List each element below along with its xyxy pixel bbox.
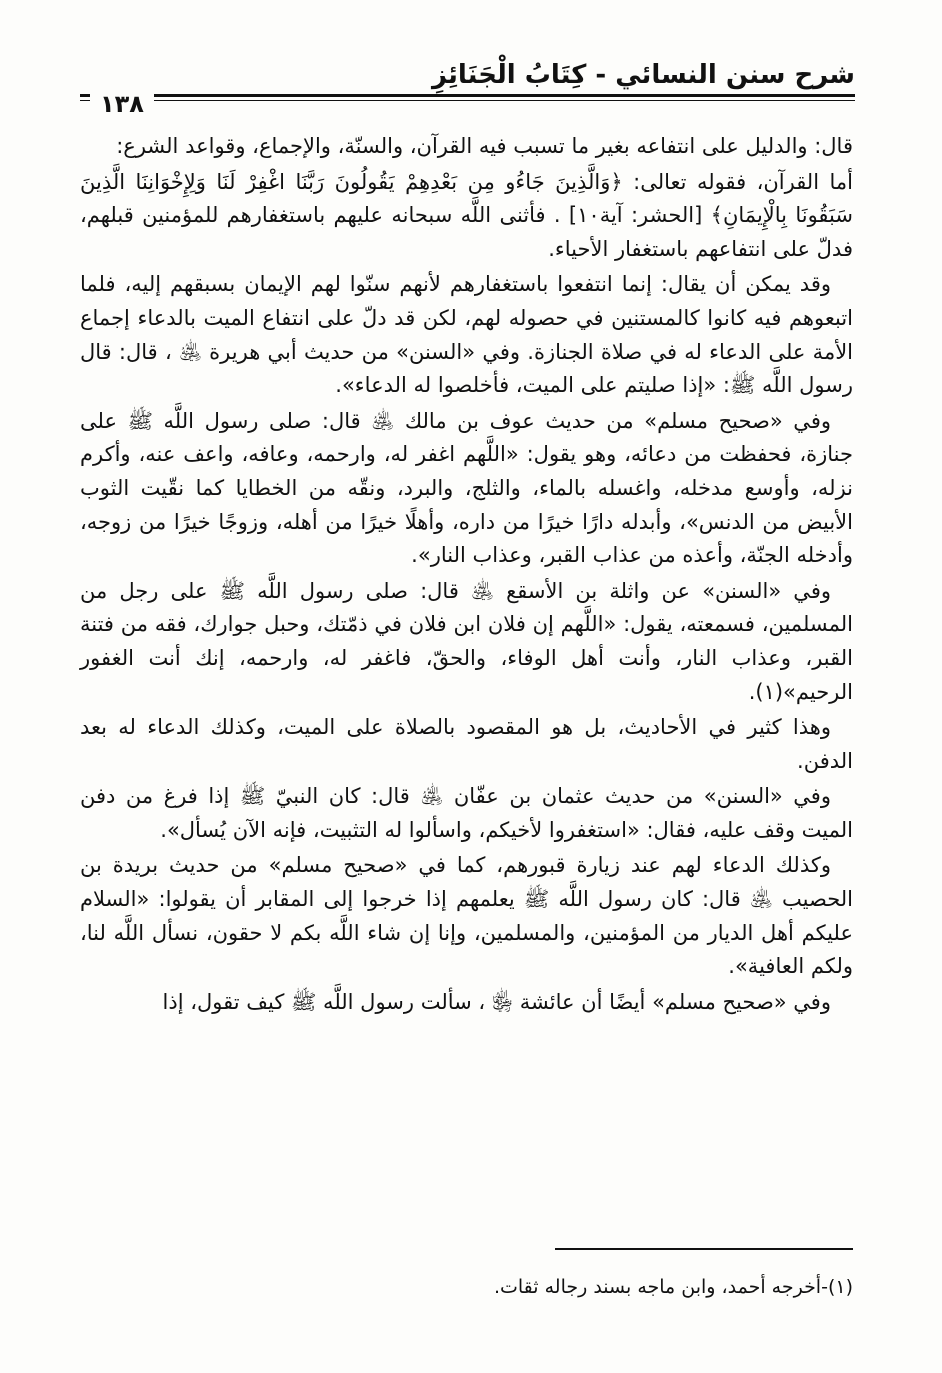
page-header: [80, 52, 855, 118]
paragraph: وفي «صحيح مسلم» أيضًا أن عائشة ﵂ ، سألت رسول اللَّه ﷺ كيف تقول، إذا: [162, 989, 831, 1014]
page-number: ١٣٨: [90, 90, 154, 118]
paragraph: وفي «السنن» من حديث عثمان بن عفّان ﵁ قال: كان النبيّ ﷺ إذا فرغ من دفن الميت وقف عليه، فقال: «استغفروا لأخيكم، واسألوا له التثبيت، فإنه الآن يُسأل».: [80, 784, 853, 842]
paragraph: وفي «صحيح مسلم» من حديث عوف بن مالك ﵁ قال: صلى رسول اللَّه ﷺ على جنازة، فحفظت من دعائه، وهو يقول: «اللَّهم اغفر له، وارحمه، وعافه، واعف عنه، وأكرم نزله، وأوسع مدخله، واغسله بالماء، والثلج، والبرد، ونقّه من الخطايا كما نقّيت الثوب الأبيض من الدنس»، وأبدله دارًا خيرًا من داره، وأهلًا خيرًا من أهله، وزوجًا خيرًا من زوجه، وأدخله الجنّة، وأعذه من عذاب القبر، وعذاب النار».: [80, 408, 853, 568]
footnote-separator: [555, 1248, 853, 1250]
running-title: شرح سنن النسائي - كِتَابُ الْجَنَائِزِ: [431, 60, 855, 90]
paragraph: قال: والدليل على انتفاعه بغير ما تسبب فيه القرآن، والسنّة، والإجماع، وقواعد الشرع:: [116, 134, 853, 158]
paragraph: أما القرآن، فقوله تعالى: ﴿وَالَّذِينَ جَاءُو مِن بَعْدِهِمْ يَقُولُونَ رَبَّنَا اغْفِرْ لَنَا وَلِإِخْوَانِنَا الَّذِينَ سَبَقُونَا بِالْإِيمَانِ﴾ [الحشر: آية١٠] . فأثنى اللَّه سبحانه عليهم باستغفارهم للمؤمنين قبلهم، فدلّ على انتفاعهم باستغفار الأحياء.: [80, 169, 853, 261]
paragraph: وهذا كثير في الأحاديث، بل هو المقصود بالصلاة على الميت، وكذلك الدعاء له بعد الدفن.: [80, 715, 853, 773]
footnote: (١)-أخرجه أحمد، وابن ماجه بسند رجاله ثقات.: [493, 1276, 853, 1298]
main-text: [80, 130, 853, 1021]
paragraph: وكذلك الدعاء لهم عند زيارة قبورهم، كما في «صحيح مسلم» من حديث بريدة بن الحصيب ﵁ قال: كان رسول اللَّه ﷺ يعلمهم إذا خرجوا إلى المقابر أن يقولوا: «السلام عليكم أهل الديار من المؤمنين، والمسلمين، وإنا إن شاء اللَّه بكم لا حقون، نسأل اللَّه لنا، ولكم العافية».: [80, 853, 853, 979]
header-rule-thin: [80, 100, 855, 101]
paragraph: وقد يمكن أن يقال: إنما انتفعوا باستغفارهم لأنهم سنّوا لهم الإيمان بسبقهم إليه، فلما اتبعوهم فيه كانوا كالمستنين في حصوله لهم، لكن قد دلّ على انتفاع الميت بالدعاء إجماع الأمة على الدعاء له في صلاة الجنازة. وفي «السنن» من حديث أبي هريرة ﵁ ، قال: قال رسول اللَّه ﷺ: «إذا صليتم على الميت، فأخلصوا له الدعاء».: [80, 272, 853, 398]
header-rule-thick: [80, 94, 855, 97]
paragraph: وفي «السنن» عن واثلة بن الأسقع ﵁ قال: صلى رسول اللَّه ﷺ على رجل من المسلمين، فسمعته، يقول: «اللَّهم إن فلان ابن فلان في ذمّتك، وحبل جوارك، فقه من فتنة القبر، وعذاب النار، وأنت أهل الوفاء، والحقّ، فاغفر له، وارحمه، إنك أنت الغفور الرحيم»(١).: [80, 578, 853, 704]
